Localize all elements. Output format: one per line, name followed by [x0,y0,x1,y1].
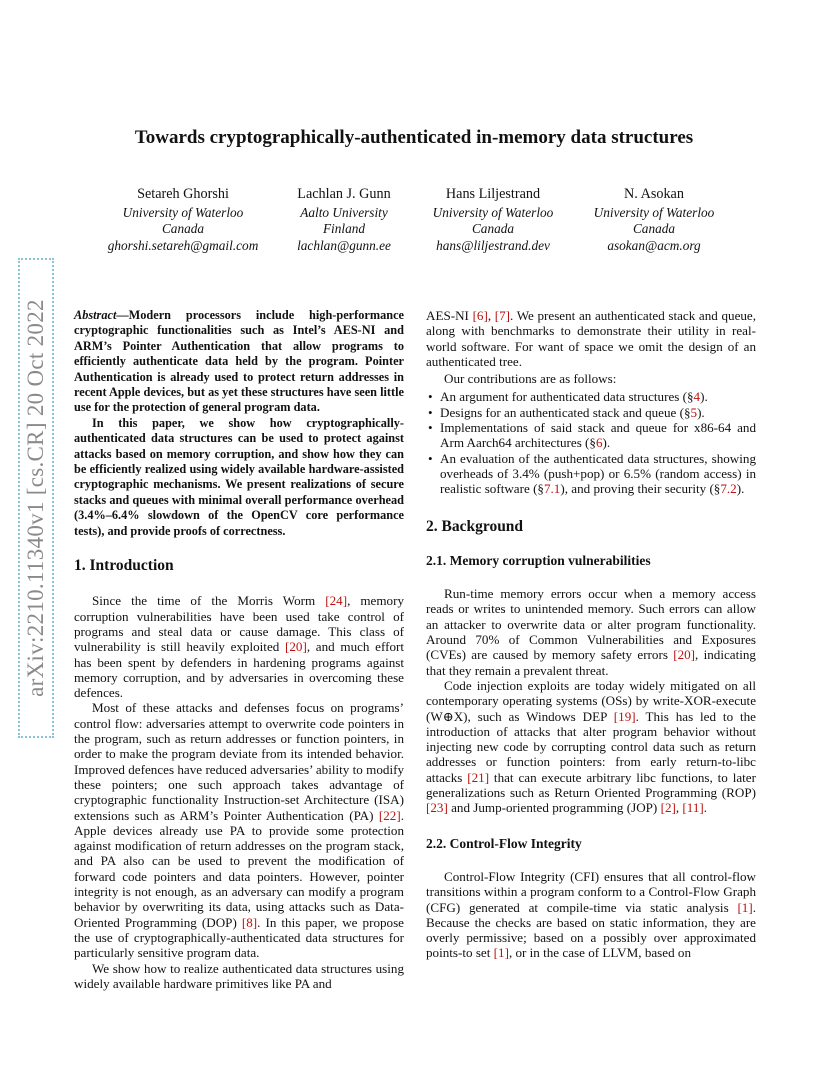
body-paragraph: Since the time of the Morris Worm [24], memory corruption vulnerabilities have been used take control of programs and steal data or cause damage. This class of vulnerability is still heavily exploited [20], and much effort has been spent by defenders in hardening programs against memory corruption, and by adversaries in overcoming these defences. [74,593,405,701]
citation-link[interactable]: [6] [472,308,488,323]
left-column [74,308,404,991]
author-affiliation: University of Waterloo [432,204,554,220]
body-paragraph: AES-NI [6], [7]. We present an authenticated stack and queue, along with benchmarks to demonstrate their utility in real-world software. For want of space we omit the design of an authenticated tree. [426,308,757,369]
body-paragraph: Most of these attacks and defenses focus on programs’ control flow: adversaries attempt to overwrite code pointers in the program, such as return addresses or function pointers, in order to make the program deviate from its intended behavior. Improved defences have reduced adversaries’ ability to modify these pointers; one such approach takes advantage of cryptographic functionality Instruction-set Architecture (ISA) extensions such as ARM’s Pointer Authentication (PA) [22]. Apple devices already use PA to provide some protection against modification of return addresses on the program stack, and PA also can be used to prevent the modification of forward code pointers and data pointers. However, pointer integrity is not enough, as an adversary can modify a program behavior by overwriting its data, using attacks such as Data-Oriented Programming (DOP) [8]. In this paper, we propose the use of cryptographically-authenticated data structures for particularly sensitive program data. [74,700,404,961]
author-name: Hans Liljestrand [445,186,541,202]
contributions-intro: Our contributions are as follows: [444,371,617,387]
subsection-heading-memory-corruption: 2.1. Memory corruption vulnerabilities [426,552,651,568]
citation-link[interactable]: [24] [325,593,348,609]
section-link[interactable]: 6 [595,435,603,451]
author-email: ghorshi.setareh@gmail.com [107,238,259,254]
author-email: asokan@acm.org [607,238,701,254]
author-country: Canada [471,221,515,237]
citation-link[interactable]: [7] [494,308,511,323]
section-link[interactable]: 7.1 [543,481,561,497]
citation-link[interactable]: [19] [613,708,636,724]
abstract-paragraph: In this paper, we show how cryptographically-authenticated data structures can be used to protect against attacks based on memory corruption, and show how they can be efficiently realized using widely available hardware-assisted cryptographic mechanisms. We present realizations of secure stacks and queues with minimal overall performance overhead (3.4%–6.4% slowdown of the OpenCV core performance tests), and provide proofs of correctness. [74,415,404,538]
list-item: • Designs for an authenticated stack and queue (§5). [426,405,756,420]
body-paragraph: Code injection exploits are today widely mitigated on all contemporary operating systems (OSs) by write-XOR-execute (W⊕X), such as Windows DEP [19]. This has led to the introduction of attacks that alter program behavior without injecting new code by corrupting control data such as return addresses or function pointers: from early return-to-libc attacks [21] that can execute arbitrary libc functions, to later generalizations such as Return Oriented Programming (ROP) [23] and Jump-oriented programming (JOP) [2], [11]. [426,677,756,816]
section-link[interactable]: 4 [693,389,701,405]
abstract-paragraph: Abstract—Modern processors include high-performance cryptographic functionalities such as Intel’s AES-NI and ARM’s Pointer Authentication that allow programs to efficiently authenticate data held by the program. Pointer Authentication is already used to protect return addresses in recent Apple devices, but as yet these structures have seen little use for the protection of general program data. [74,308,404,415]
author-name: Lachlan J. Gunn [297,186,391,202]
right-column [426,308,756,961]
body-paragraph: Run-time memory errors occur when a memory access reads or writes to unintended memory. Such errors can allow an attacker to overwrite data or alter program functionality. Around 70% of Common Vulnerabilities and Exposures (CVEs) are caused by memory safety errors [20], indicating that they remain a prevalent threat. [426,586,756,678]
author-country: Canada [161,221,205,237]
section-link[interactable]: 5 [690,404,698,420]
author-email: lachlan@gunn.ee [297,238,391,254]
subsection-heading-cfi: 2.2. Control-Flow Integrity [426,835,582,851]
citation-link[interactable]: [1] [737,899,753,915]
citation-link[interactable]: [21] [467,769,490,785]
author-affiliation: Aalto University [300,204,388,220]
author-country: Canada [632,221,676,237]
citation-link[interactable]: [20] [673,647,696,663]
citation-link[interactable]: [23] [426,800,448,816]
arxiv-side-stamp [18,258,54,738]
citation-link[interactable]: [20] [285,639,307,655]
contributions-list [426,389,756,496]
section-link[interactable]: 7.2 [720,481,737,497]
citation-link[interactable]: [1] [493,945,509,961]
citation-link[interactable]: [8] [241,914,258,930]
citation-link[interactable]: [22] [378,807,401,823]
list-item: • An evaluation of the authenticated data structures, showing overheads of 3.4% (push+pop) or 6.5% (random access) in realistic software (§7.1), and proving their security (§7.2). [426,451,756,497]
list-item: • An argument for authenticated data structures (§4). [426,389,756,404]
arxiv-identifier: arXiv:2210.11340v1 [cs.CR] 20 Oct 2022 [23,299,48,697]
author-name: Setareh Ghorshi [137,186,229,202]
section-heading-background: 2. Background [426,517,524,535]
body-paragraph: We show how to realize authenticated data structures using widely available hardware primitives like PA and [74,960,404,991]
abstract-label: Abstract [74,308,117,322]
author-name: N. Asokan [624,186,684,202]
citation-link[interactable]: [11] [682,800,704,816]
author-4 [559,186,749,255]
body-paragraph: Control-Flow Integrity (CFI) ensures that all control-flow transitions within a program conform to a Control-Flow Graph (CFG) generated at compile-time via static analysis [1]. Because the checks are based on static information, they are overly permissive; based on a possibly over approximated points-to set [1], or in the case of LLVM, based on [426,868,756,961]
list-item: • Implementations of said stack and queue for x86-64 and Arm Aarch64 architectures (§6). [426,420,756,451]
author-country: Finland [322,221,366,237]
section-heading-introduction: 1. Introduction [74,557,174,575]
citation-link[interactable]: [2] [660,800,676,816]
author-affiliation: University of Waterloo [593,204,715,220]
paper-title: Towards cryptographically-authenticated in-memory data structures [134,127,694,148]
author-email: hans@liljestrand.dev [436,238,550,254]
author-affiliation: University of Waterloo [122,204,244,220]
